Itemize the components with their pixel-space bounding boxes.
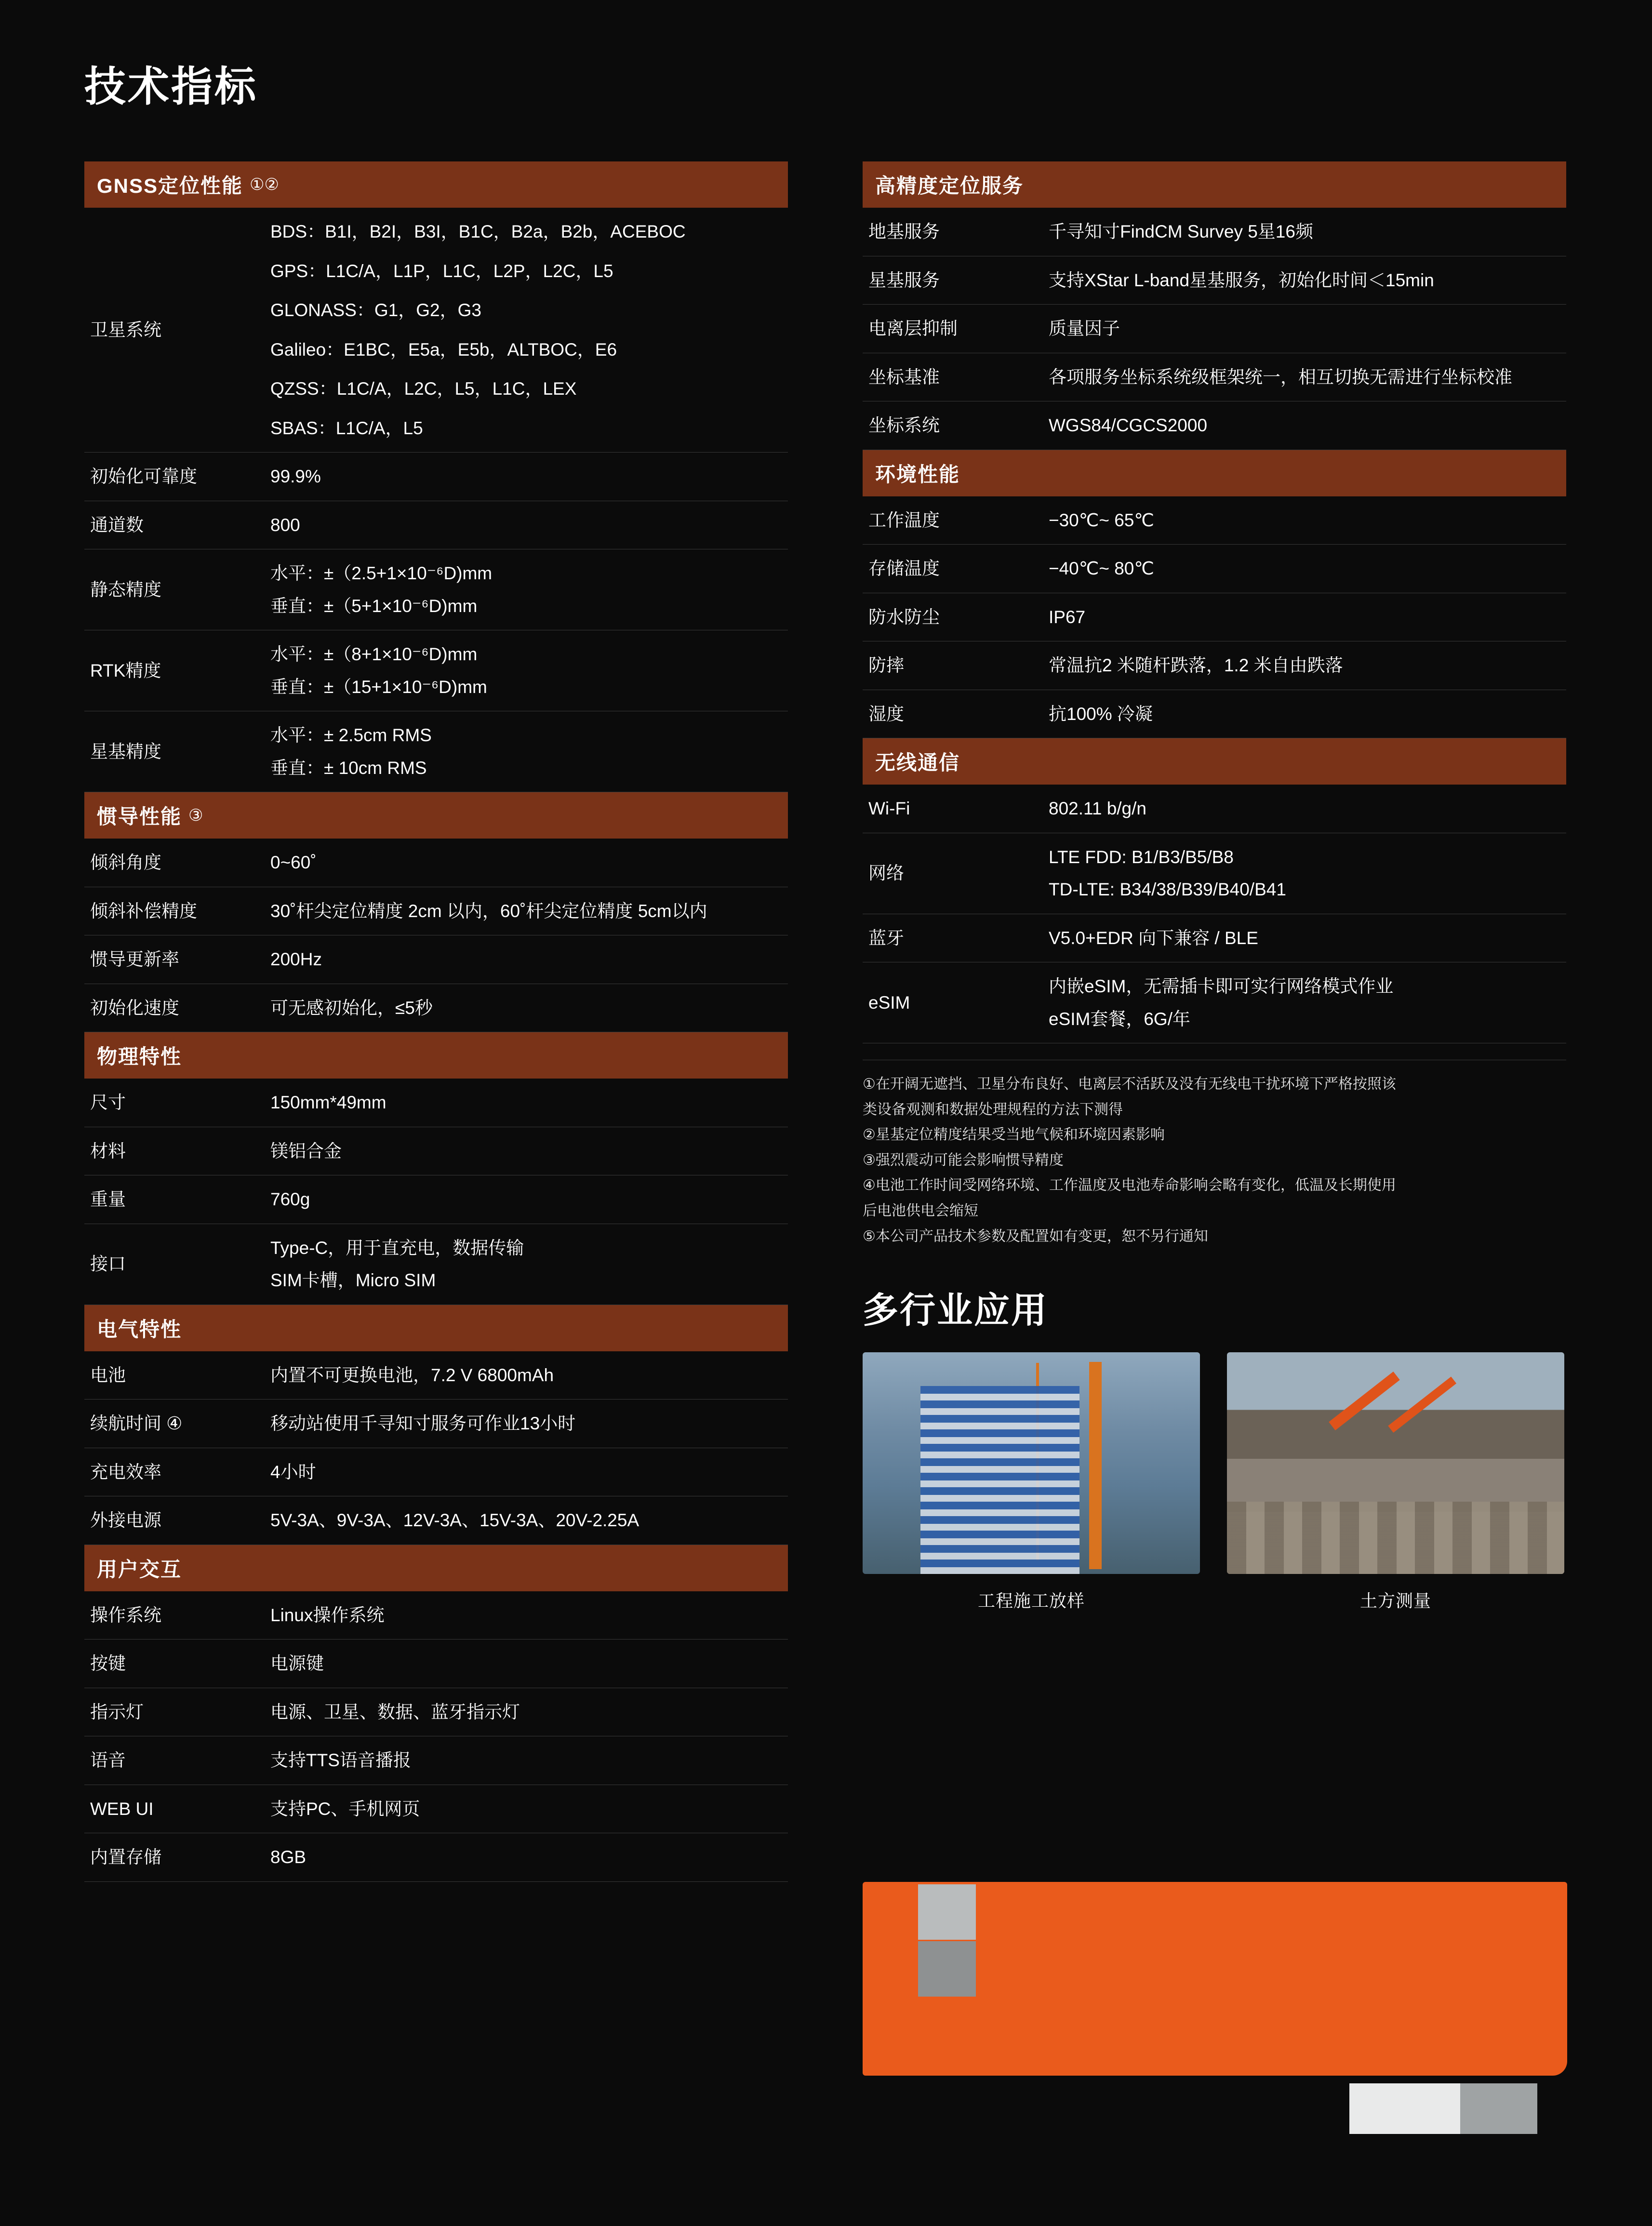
spec-value-line: 30˚杆尖定位精度 2cm 以内，60˚杆尖定位精度 5cm以内 — [270, 901, 707, 921]
spec-key: 外接电源 — [84, 1496, 265, 1545]
section-heading — [863, 738, 1566, 785]
dark-strip — [1460, 2083, 1537, 2134]
spec-value-line: 质量因子 — [1049, 319, 1120, 338]
table-row — [863, 690, 1566, 738]
spec-key: 星基精度 — [84, 711, 265, 792]
spec-value-line: 垂直：±（5+1×10⁻⁶D)mm — [270, 596, 478, 616]
spec-value-line: 4小时 — [270, 1462, 316, 1482]
spec-value — [1043, 833, 1566, 914]
spec-value — [265, 1448, 788, 1496]
spec-value-line: 移动站使用千寻知寸服务可作业13小时 — [270, 1413, 576, 1433]
spec-value-line: 电源键 — [270, 1653, 324, 1673]
spec-section — [84, 792, 788, 1032]
spec-value-line: 垂直：±（15+1×10⁻⁶D)mm — [270, 677, 487, 697]
table-row — [84, 1736, 788, 1785]
left-column — [84, 161, 788, 1882]
spec-value-line: 802.11 b/g/n — [1049, 799, 1146, 818]
table-row — [84, 549, 788, 630]
spec-value-line: 8GB — [270, 1847, 306, 1867]
spec-value-line: 抗100% 冷凝 — [1049, 704, 1153, 724]
spec-key: 静态精度 — [84, 549, 265, 630]
spec-value-line: BDS：B1I，B2I，B3I，B1C，B2a，B2b，ACEBOC — [270, 222, 686, 241]
spec-section — [84, 1305, 788, 1545]
spec-value-line: SIM卡槽，Micro SIM — [270, 1270, 436, 1290]
spec-table — [84, 208, 788, 792]
spec-key: 重量 — [84, 1175, 265, 1224]
spec-value — [1043, 962, 1566, 1043]
spec-value-line: 镁铝合金 — [270, 1141, 342, 1161]
spec-value — [265, 984, 788, 1032]
spec-value-line: 常温抗2 米随杆跌落，1.2 米自由跌落 — [1049, 655, 1343, 675]
spec-value-line: 各项服务坐标系统级框架统一，相互切换无需进行坐标校准 — [1049, 367, 1512, 387]
spec-table — [84, 1079, 788, 1305]
spec-table — [863, 496, 1566, 739]
spec-value — [265, 1079, 788, 1127]
section-heading-footnote-marks: ①② — [250, 175, 279, 194]
table-row — [863, 914, 1566, 962]
spec-table — [84, 839, 788, 1032]
table-row — [863, 641, 1566, 690]
spec-key: 充电效率 — [84, 1448, 265, 1496]
spec-value-line: Linux操作系统 — [270, 1605, 385, 1625]
table-row — [84, 1833, 788, 1882]
spec-value-line: eSIM套餐，6G/年 — [1049, 1009, 1190, 1029]
section-heading-label: 物理特性 — [97, 1045, 182, 1068]
spec-section — [863, 161, 1566, 450]
spec-value — [1043, 496, 1566, 545]
footnote-line: 后电池供电会缩短 — [863, 1202, 978, 1219]
table-row — [84, 1127, 788, 1175]
spec-value — [265, 1351, 788, 1400]
table-row — [84, 1224, 788, 1305]
section-heading — [84, 1305, 788, 1351]
spec-value-line: 水平：±（2.5+1×10⁻⁶D)mm — [270, 563, 493, 583]
spec-value — [265, 208, 788, 453]
table-row — [863, 496, 1566, 545]
table-row — [863, 353, 1566, 401]
table-row — [863, 593, 1566, 641]
spec-value-line: 水平：±（8+1×10⁻⁶D)mm — [270, 644, 478, 664]
spec-value — [265, 1591, 788, 1640]
spec-key: 按键 — [84, 1640, 265, 1688]
spec-key: 指示灯 — [84, 1688, 265, 1736]
spec-value-line: 电源、卫星、数据、蓝牙指示灯 — [270, 1702, 520, 1722]
table-row — [84, 208, 788, 453]
spec-value-line: Type-C，用于直充电，数据传输 — [270, 1238, 524, 1258]
table-row — [863, 256, 1566, 305]
footnote-line: ②星基定位精度结果受当地气候和环境因素影响 — [863, 1127, 1165, 1143]
table-row — [863, 305, 1566, 353]
table-row — [84, 711, 788, 792]
spec-value — [265, 1175, 788, 1224]
spec-value-line: −30℃~ 65℃ — [1049, 510, 1154, 530]
spec-key: 存储温度 — [863, 545, 1043, 593]
application-card — [863, 1352, 1200, 1612]
gray-swatch-top — [918, 1884, 976, 1940]
table-row — [84, 1351, 788, 1400]
spec-key: 操作系统 — [84, 1591, 265, 1640]
right-column — [863, 161, 1566, 1612]
spec-table — [84, 1591, 788, 1882]
spec-value-line: WGS84/CGCS2000 — [1049, 415, 1208, 435]
spec-value — [1043, 593, 1566, 641]
spec-value-line: 200Hz — [270, 949, 322, 969]
footnote-line: ⑤本公司产品技术参数及配置如有变更，恕不另行通知 — [863, 1228, 1208, 1244]
spec-value — [265, 501, 788, 549]
table-row — [84, 1496, 788, 1545]
table-row — [863, 785, 1566, 833]
spec-key: 地基服务 — [863, 208, 1043, 256]
table-row — [84, 1175, 788, 1224]
spec-value-line: 760g — [270, 1189, 310, 1209]
spec-value-line: 千寻知寸FindCM Survey 5星16频 — [1049, 222, 1313, 241]
spec-value — [1043, 401, 1566, 450]
table-row — [84, 1591, 788, 1640]
section-heading — [84, 1032, 788, 1079]
spec-value — [265, 887, 788, 935]
spec-key: 倾斜角度 — [84, 839, 265, 887]
spec-value-line: 150mm*49mm — [270, 1093, 386, 1112]
spec-value — [265, 549, 788, 630]
spec-value-line: 支持XStar L-band星基服务，初始化时间＜15min — [1049, 270, 1434, 290]
spec-value — [1043, 305, 1566, 353]
spec-key: 卫星系统 — [84, 208, 265, 453]
spec-value-line: GLONASS：G1，G2，G3 — [270, 300, 481, 320]
table-row — [863, 962, 1566, 1043]
spec-value — [1043, 914, 1566, 962]
spec-key: 续航时间 ④ — [84, 1400, 265, 1448]
spec-value-line: 垂直：± 10cm RMS — [270, 758, 427, 778]
application-card — [1227, 1352, 1564, 1612]
spec-key: RTK精度 — [84, 630, 265, 711]
section-heading-label: 电气特性 — [97, 1318, 182, 1341]
table-row — [84, 1448, 788, 1496]
spec-value-line: 99.9% — [270, 467, 321, 486]
spec-value — [265, 1127, 788, 1175]
table-row — [863, 833, 1566, 914]
spec-key: 工作温度 — [863, 496, 1043, 545]
spec-key: 坐标基准 — [863, 353, 1043, 401]
spec-key: 惯导更新率 — [84, 935, 265, 984]
spec-value — [1043, 690, 1566, 738]
spec-key: 电离层抑制 — [863, 305, 1043, 353]
spec-value-line: 内置不可更换电池，7.2 V 6800mAh — [270, 1365, 554, 1385]
spec-value-line: GPS：L1C/A，L1P，L1C，L2P，L2C，L5 — [270, 261, 613, 281]
spec-value-line: 支持TTS语音播报 — [270, 1750, 411, 1770]
spec-table — [863, 208, 1566, 450]
table-row — [84, 1079, 788, 1127]
spec-section — [84, 1545, 788, 1882]
spec-key: 蓝牙 — [863, 914, 1043, 962]
table-row — [863, 401, 1566, 450]
table-row — [863, 545, 1566, 593]
spec-value — [265, 839, 788, 887]
earthwork-survey-photo — [1227, 1352, 1564, 1574]
section-heading — [84, 161, 788, 208]
table-row — [84, 1785, 788, 1833]
spec-value — [265, 630, 788, 711]
table-row — [863, 208, 1566, 256]
spec-value — [265, 935, 788, 984]
spec-section — [863, 450, 1566, 739]
spec-value-line: LTE FDD: B1/B3/B5/B8 — [1049, 847, 1234, 867]
section-heading-label: 高精度定位服务 — [875, 174, 1024, 197]
spec-value-line: 可无感初始化，≤5秒 — [270, 998, 433, 1018]
spec-value-line: SBAS：L1C/A，L5 — [270, 418, 423, 438]
spec-value-line: Galileo：E1BC，E5a，E5b，ALTBOC，E6 — [270, 339, 617, 360]
spec-value — [1043, 785, 1566, 833]
table-row — [84, 887, 788, 935]
spec-value-line: 内嵌eSIM，无需插卡即可实行网络模式作业 — [1049, 976, 1394, 996]
spec-value — [265, 1736, 788, 1785]
footnotes-block — [863, 1060, 1566, 1248]
spec-key: 湿度 — [863, 690, 1043, 738]
section-heading-label: 惯导性能 — [97, 805, 182, 828]
spec-value — [265, 1833, 788, 1882]
spec-table — [84, 1351, 788, 1545]
section-heading — [863, 450, 1566, 496]
spec-value-line: 水平：± 2.5cm RMS — [270, 725, 432, 745]
spec-value-line: 800 — [270, 515, 300, 535]
spec-key: eSIM — [863, 962, 1043, 1043]
table-row — [84, 501, 788, 549]
spec-key: 坐标系统 — [863, 401, 1043, 450]
spec-section — [863, 738, 1566, 1043]
section-heading — [863, 161, 1566, 208]
spec-value — [265, 1688, 788, 1736]
spec-value-line: QZSS：L1C/A，L2C，L5，L1C，LEX — [270, 379, 577, 399]
section-heading-label: GNSS定位性能 — [97, 174, 243, 197]
section-heading — [84, 792, 788, 839]
spec-section — [84, 1032, 788, 1305]
spec-key: 内置存储 — [84, 1833, 265, 1882]
spec-value-line: V5.0+EDR 向下兼容 / BLE — [1049, 928, 1258, 948]
gray-swatch-bottom — [918, 1941, 976, 1997]
spec-value-line: 5V-3A、9V-3A、12V-3A、15V-3A、20V-2.25A — [270, 1510, 639, 1530]
spec-key: 通道数 — [84, 501, 265, 549]
table-row — [84, 630, 788, 711]
table-row — [84, 935, 788, 984]
page-title: 技术指标 — [84, 64, 258, 110]
application-caption: 土方测量 — [1359, 1591, 1431, 1611]
table-row — [84, 453, 788, 501]
applications-row — [863, 1352, 1566, 1612]
spec-key: 初始化速度 — [84, 984, 265, 1032]
spec-value — [265, 1785, 788, 1833]
spec-key: 星基服务 — [863, 256, 1043, 305]
spec-key: Wi-Fi — [863, 785, 1043, 833]
section-heading-footnote-marks: ③ — [188, 806, 203, 825]
spec-key: 语音 — [84, 1736, 265, 1785]
spec-value — [265, 1224, 788, 1305]
section-heading-label: 用户交互 — [97, 1558, 182, 1581]
spec-value — [1043, 545, 1566, 593]
section-heading-label: 无线通信 — [875, 751, 960, 774]
spec-key: 倾斜补偿精度 — [84, 887, 265, 935]
spec-key: WEB UI — [84, 1785, 265, 1833]
spec-key: 接口 — [84, 1224, 265, 1305]
spec-value-line: 支持PC、手机网页 — [270, 1799, 420, 1819]
spec-value-line: 0~60˚ — [270, 853, 317, 872]
spec-value — [265, 453, 788, 501]
spec-key: 网络 — [863, 833, 1043, 914]
spec-value — [265, 1640, 788, 1688]
spec-value-line: IP67 — [1049, 607, 1086, 627]
spec-value — [265, 711, 788, 792]
application-caption: 工程施工放样 — [977, 1591, 1085, 1611]
footnote-line: ③强烈震动可能会影响惯导精度 — [863, 1152, 1064, 1168]
footnote-line: ①在开阔无遮挡、卫星分布良好、电离层不活跃及没有无线电干扰环境下严格按照该 — [863, 1076, 1396, 1092]
spec-value — [1043, 208, 1566, 256]
spec-key: 防水防尘 — [863, 593, 1043, 641]
spec-key: 防摔 — [863, 641, 1043, 690]
section-heading — [84, 1545, 788, 1591]
construction-layout-photo — [863, 1352, 1200, 1574]
spec-table — [863, 785, 1566, 1043]
table-row — [84, 839, 788, 887]
spec-key: 材料 — [84, 1127, 265, 1175]
table-row — [84, 984, 788, 1032]
spec-value — [1043, 641, 1566, 690]
spec-value-line: −40℃~ 80℃ — [1049, 559, 1154, 578]
table-row — [84, 1400, 788, 1448]
spec-key: 初始化可靠度 — [84, 453, 265, 501]
spec-value — [265, 1400, 788, 1448]
applications-title: 多行业应用 — [863, 1290, 1048, 1331]
spec-value-line: TD-LTE: B34/38/B39/B40/B41 — [1049, 880, 1286, 899]
section-heading-label: 环境性能 — [875, 463, 960, 486]
footnote-line: ④电池工作时间受网络环境、工作温度及电池寿命影响会略有变化，低温及长期使用 — [863, 1177, 1396, 1194]
table-row — [84, 1688, 788, 1736]
spec-section — [84, 161, 788, 792]
spec-key: 电池 — [84, 1351, 265, 1400]
table-row — [84, 1640, 788, 1688]
spec-value — [1043, 353, 1566, 401]
spec-value — [265, 1496, 788, 1545]
footnote-line: 类设备观测和数据处理规程的方法下测得 — [863, 1101, 1123, 1118]
spec-value — [1043, 256, 1566, 305]
spec-key: 尺寸 — [84, 1079, 265, 1127]
